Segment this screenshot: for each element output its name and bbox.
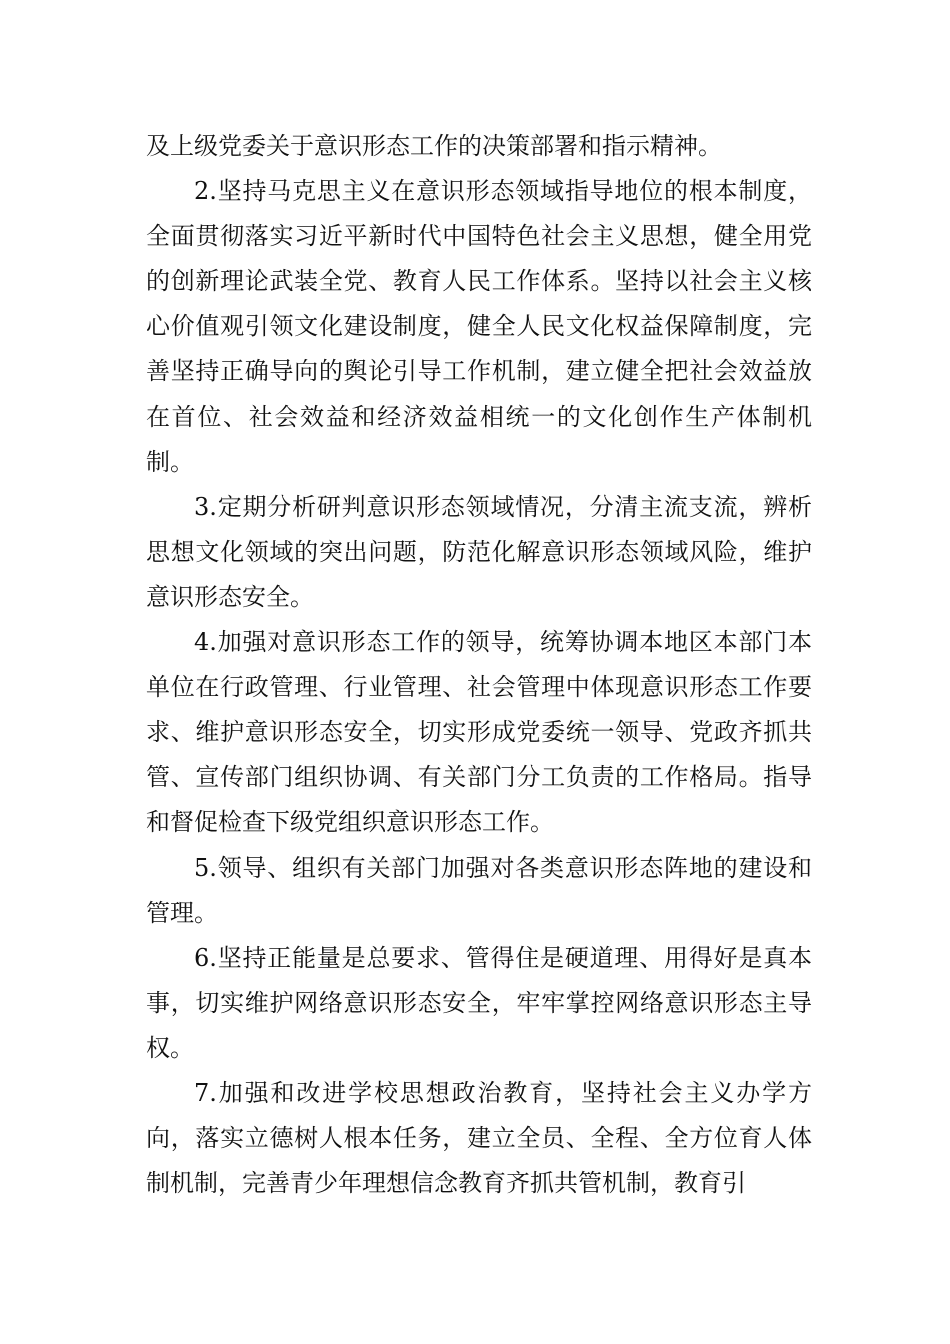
paragraph-item-3: 3.定期分析研判意识形态领域情况，分清主流支流，辨析思想文化领域的突出问题，防范化解意识形态领域风险，维护意识形态安全。 <box>146 492 812 611</box>
paragraph-item-5: 5.领导、组织有关部门加强对各类意识形态阵地的建设和管理。 <box>146 853 812 927</box>
paragraph-item-6: 6.坚持正能量是总要求、管得住是硬道理、用得好是真本事，切实维护网络意识形态安全，牢牢掌控网络意识形态主导权。 <box>146 943 812 1062</box>
document-body <box>146 124 812 1206</box>
paragraph-item-7: 7.加强和改进学校思想政治教育，坚持社会主义办学方向，落实立德树人根本任务，建立全员、全程、全方位育人体制机制，完善青少年理想信念教育齐抓共管机制，教育引 <box>146 1078 812 1198</box>
paragraph-item-4: 4.加强对意识形态工作的领导，统筹协调本地区本部门本单位在行政管理、行业管理、社会管理中体现意识形态工作要求、维护意识形态安全，切实形成党委统一领导、党政齐抓共管、宣传部门组织协调、有关部门分工负责的工作格局。指导和督促检查下级党组织意识形态工作。 <box>146 628 812 837</box>
paragraph-continuation: 及上级党委关于意识形态工作的决策部署和指示精神。 <box>146 132 722 160</box>
paragraph-item-2: 2.坚持马克思主义在意识形态领域指导地位的根本制度，全面贯彻落实习近平新时代中国特色社会主义思想，健全用党的创新理论武装全党、教育人民工作体系。坚持以社会主义核心价值观引领文化建设制度，健全人民文化权益保障制度，完善坚持正确导向的舆论引导工作机制，建立健全把社会效益放在首位、社会效益和经济效益相统一的文化创作生产体制机制。 <box>146 177 812 476</box>
